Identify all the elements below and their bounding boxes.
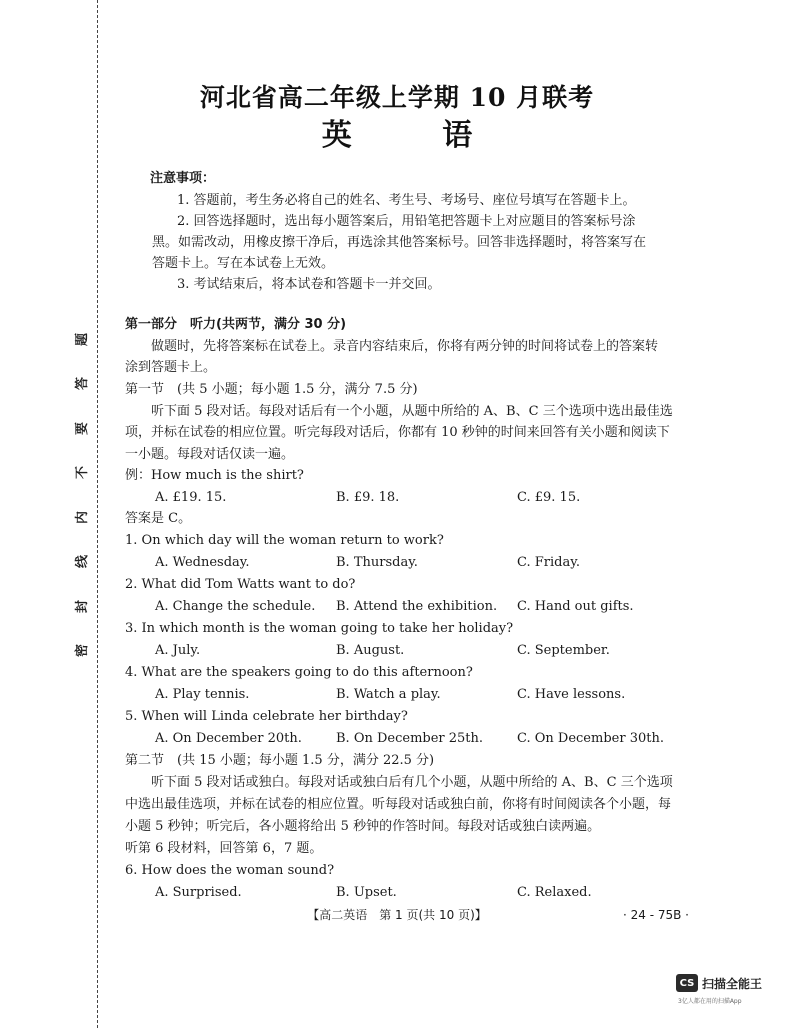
section1-instruction: 项，并标在试卷的相应位置。听完每段对话后，你都有 10 秒钟的时间来回答有关小题和阅读下 [125, 425, 670, 440]
example-option-b: B. £9. 18. [336, 490, 400, 505]
question-1-option-c: C. Friday. [517, 555, 580, 570]
question-3: 3. In which month is the woman going to take her holiday? [125, 621, 514, 636]
notice-line: 2. 回答选择题时，选出每小题答案后，用铅笔把答题卡上对应题目的答案标号涂 [177, 214, 636, 229]
question-6: 6. How does the woman sound? [125, 863, 335, 878]
example-option-a: A. £19. 15. [155, 490, 227, 505]
section1-instruction: 一小题。每段对话仅读一遍。 [125, 447, 295, 462]
question-4-option-b: B. Watch a play. [336, 687, 441, 702]
notice-line: 答题卡上。写在本试卷上无效。 [152, 256, 335, 271]
binding-line [97, 0, 99, 1028]
paper-code: · 24 - 75B · [623, 908, 689, 922]
question-5-option-b: B. On December 25th. [336, 731, 484, 746]
question-1-option-b: B. Thursday. [336, 555, 418, 570]
section2-instruction: 小题 5 秒钟；听完后，各小题将给出 5 秒钟的作答时间。每段对话或独白读两遍。 [125, 819, 601, 834]
margin-char: 答 [75, 377, 91, 391]
question-6-option-c: C. Relaxed. [517, 885, 592, 900]
margin-char: 密 [75, 643, 91, 657]
section1-heading: 第一节 (共 5 小题；每小题 1.5 分，满分 7.5 分) [125, 382, 418, 397]
margin-char: 题 [75, 332, 91, 347]
part1-intro-line: 做题时，先将答案标在试卷上。录音内容结束后，你将有两分钟的时间将试卷上的答案转 [151, 339, 659, 354]
section2-material: 听第 6 段材料，回答第 6，7 题。 [125, 841, 323, 856]
section2-instruction: 中选出最佳选项，并标在试卷的相应位置。听每段对话或独白前，你将有时间阅读各个小题，每 [125, 797, 672, 812]
margin-char: 要 [75, 421, 91, 435]
question-2-option-a: A. Change the schedule. [155, 599, 316, 614]
question-1: 1. On which day will the woman return to work? [125, 533, 444, 548]
section2-heading: 第二节 (共 15 小题；每小题 1.5 分，满分 22.5 分) [125, 753, 435, 768]
exam-title: 河北省高二年级上学期 10 月联考 [199, 83, 595, 112]
margin-char: 线 [75, 555, 91, 569]
question-4: 4. What are the speakers going to do this afternoon? [125, 665, 473, 680]
subject-title: 英 语 [321, 118, 513, 153]
question-4-option-c: C. Have lessons. [517, 687, 626, 702]
page-footer: 【高二英语 第 1 页(共 10 页)】 [307, 908, 487, 922]
question-5-option-a: A. On December 20th. [155, 731, 302, 746]
question-6-option-b: B. Upset. [336, 885, 397, 900]
question-2-option-b: B. Attend the exhibition. [336, 599, 498, 614]
example-question: 例：How much is the shirt? [125, 468, 304, 483]
scanner-name: 扫描全能王 [702, 976, 763, 991]
scanner-watermark [676, 974, 762, 992]
section2-instruction: 听下面 5 段对话或独白。每段对话或独白后有几个小题，从题中所给的 A、B、C 三个选项 [151, 775, 673, 790]
question-3-option-c: C. September. [517, 643, 610, 658]
question-5-option-c: C. On December 30th. [517, 731, 664, 746]
margin-char: 不 [75, 466, 91, 480]
part1-intro-line: 涂到答题卡上。 [125, 360, 217, 375]
margin-char: 内 [75, 510, 91, 524]
question-6-option-a: A. Surprised. [155, 885, 242, 900]
section1-instruction: 听下面 5 段对话。每段对话后有一个小题，从题中所给的 A、B、C 三个选项中选出最佳选 [151, 404, 673, 419]
question-2-option-c: C. Hand out gifts. [517, 599, 634, 614]
example-answer: 答案是 C。 [125, 511, 192, 526]
notice-line: 1. 答题前，考生务必将自己的姓名、考生号、考场号、座位号填写在答题卡上。 [177, 193, 636, 208]
margin-char: 封 [75, 599, 91, 613]
question-4-option-a: A. Play tennis. [155, 687, 250, 702]
question-3-option-b: B. August. [336, 643, 405, 658]
question-1-option-a: A. Wednesday. [155, 555, 250, 570]
notice-heading: 注意事项： [150, 171, 216, 186]
scanner-tagline: 3亿人都在用的扫描App [678, 998, 742, 1005]
question-3-option-a: A. July. [155, 643, 201, 658]
part1-heading: 第一部分 听力(共两节，满分 30 分) [125, 317, 347, 332]
example-option-c: C. £9. 15. [517, 490, 581, 505]
notice-line: 3. 考试结束后，将本试卷和答题卡一并交回。 [177, 277, 441, 292]
question-2: 2. What did Tom Watts want to do? [125, 577, 356, 592]
notice-line: 黑。如需改动，用橡皮擦干净后，再选涂其他答案标号。回答非选择题时，将答案写在 [152, 235, 647, 250]
binding-margin-text [70, 330, 92, 660]
scanner-logo-icon: CS [676, 974, 698, 992]
question-5: 5. When will Linda celebrate her birthday? [125, 709, 408, 724]
